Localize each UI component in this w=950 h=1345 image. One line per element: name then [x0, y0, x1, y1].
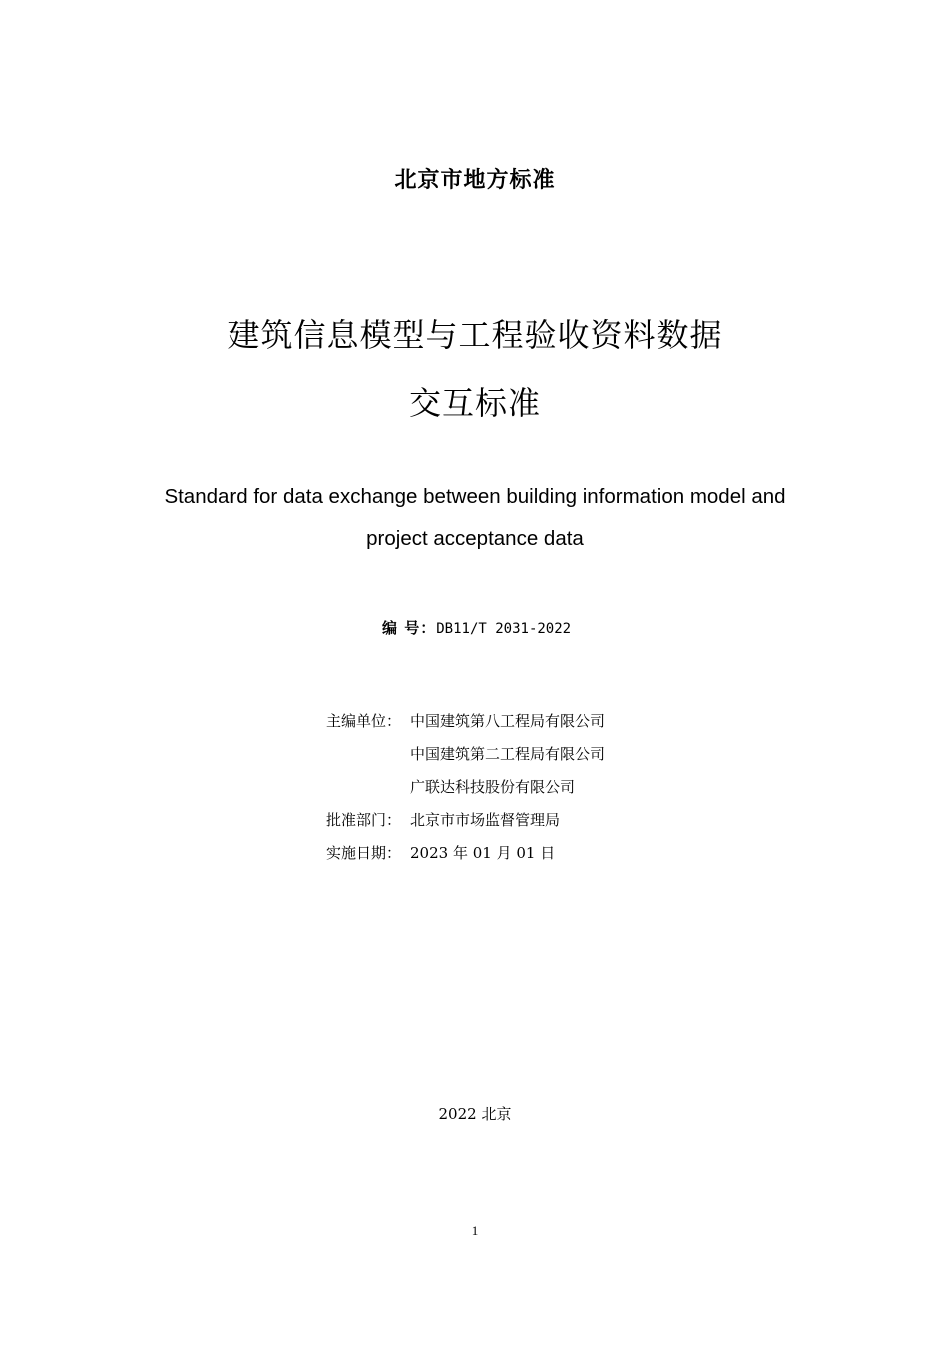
editor-row-continued — [410, 744, 605, 764]
page-number: 1 — [471, 1223, 479, 1238]
english-title-line-2: project acceptance data — [366, 527, 584, 550]
standard-series-title: 北京市地方标准 — [394, 168, 556, 193]
english-title-line-1: Standard for data exchange between building information model and — [164, 485, 786, 508]
approver-label: 批准部门： — [326, 811, 402, 829]
standard-code-value: DB11/T 2031-2022 — [436, 621, 572, 637]
effective-date-label: 实施日期： — [326, 844, 402, 862]
standard-code-label: 编 号： — [382, 619, 437, 637]
editor-organization: 中国建筑第八工程局有限公司 — [410, 712, 606, 730]
editor-organization: 广联达科技股份有限公司 — [410, 778, 576, 796]
approver-value: 北京市市场监督管理局 — [410, 811, 561, 829]
document-title-line-2: 交互标准 — [408, 384, 541, 422]
publication-place-year: 2022 北京 — [438, 1105, 512, 1123]
editor-organization: 中国建筑第二工程局有限公司 — [410, 745, 606, 763]
effective-date-value: 2023 年 01 月 01 日 — [410, 844, 556, 862]
approver-row — [326, 810, 560, 830]
editor-row-continued — [410, 777, 575, 797]
effective-date-row — [326, 843, 555, 863]
document-title-line-1: 建筑信息模型与工程验收资料数据 — [227, 316, 723, 354]
editor-label: 主编单位： — [326, 712, 402, 730]
standard-code-row — [382, 617, 571, 640]
editor-row — [326, 711, 605, 731]
